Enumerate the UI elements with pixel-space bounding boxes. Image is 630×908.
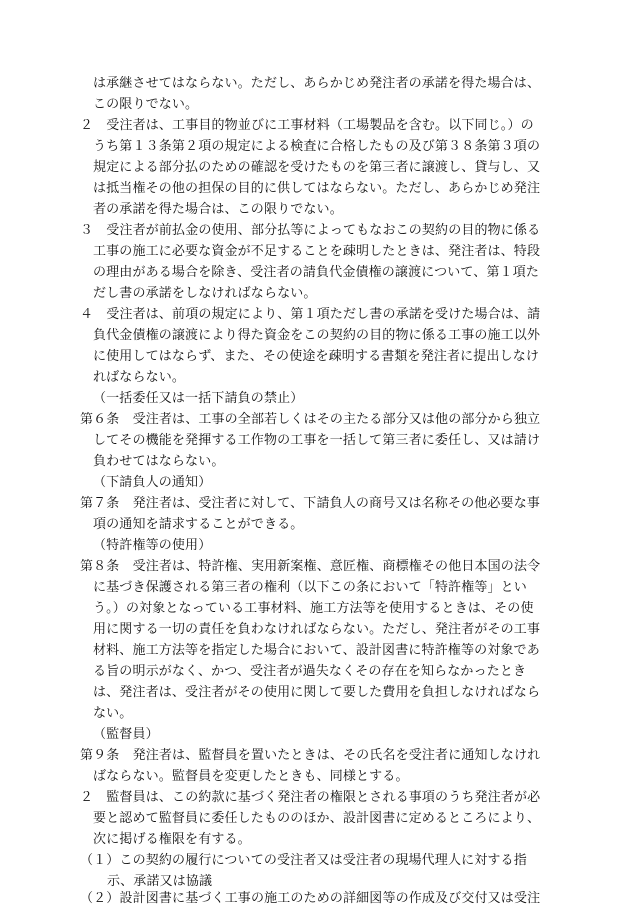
list-item: （２）設計図書に基づく工事の施工のための詳細図等の作成及び交付又は受注 <box>80 891 541 906</box>
text-line: に使用してはならず、また、その使途を疎明する書類を発注者に提出しなけ <box>93 349 540 364</box>
section-heading: （下請負人の通知） <box>93 475 212 490</box>
text-line: ３ 受注者が前払金の使用、部分払等によってもなおこの契約の目的物に係る <box>80 223 541 238</box>
text-line: は、発注者は、受注者がその使用に関して要した費用を負担しなければなら <box>93 685 541 700</box>
text-line: 用に関する一切の責任を負わなければならない。ただし、発注者がその工事 <box>93 622 541 637</box>
text-line: う。）の対象となっている工事材料、施工方法等を使用するときは、その使 <box>93 601 534 616</box>
text-line: 材料、施工方法等を指定した場合において、設計図書に特許権等の対象であ <box>93 643 540 658</box>
text-line: ４ 受注者は、前項の規定により、第１項ただし書の承諾を受けた場合は、請 <box>80 307 541 322</box>
text-line: 第８条 受注者は、特許権、実用新案権、意匠権、商標権その他日本国の法令 <box>80 559 541 574</box>
text-line: 項の通知を請求することができる。 <box>93 517 304 532</box>
text-line: 示、承諾又は協議 <box>107 874 213 889</box>
text-line: 規定による部分払のための確認を受けたものを第三者に譲渡し、貸与し、又 <box>93 160 541 175</box>
text-line: この限りでない。 <box>93 97 199 112</box>
text-line: ２ 受注者は、工事目的物並びに工事材料（工場製品を含む。以下同じ。）の <box>80 118 534 133</box>
text-line: の理由がある場合を除き、受注者の請負代金債権の譲渡について、第１項た <box>93 265 540 280</box>
text-line: に基づき保護される第三者の権利（以下この条において「特許権等」とい <box>93 580 527 595</box>
text-line: 工事の施工に必要な資金が不足することを疎明したときは、発注者は、特段 <box>93 244 541 259</box>
text-line: 負わせてはならない。 <box>93 454 225 469</box>
text-line: 者の承諾を得た場合は、この限りでない。 <box>93 202 343 217</box>
text-line: うち第１３条第２項の規定による検査に合格したもの及び第３８条第３項の <box>93 139 541 154</box>
text-line: は抵当権その他の担保の目的に供してはならない。ただし、あらかじめ発注 <box>93 181 541 196</box>
text-line: ばならない。監督員を変更したときも、同様とする。 <box>93 769 409 784</box>
text-line: 次に掲げる権限を有する。 <box>93 832 251 847</box>
text-line: は承継させてはならない。ただし、あらかじめ発注者の承諾を得た場合は、 <box>93 76 541 91</box>
text-line: ればならない。 <box>93 370 186 385</box>
text-line: 第６条 受注者は、工事の全部若しくはその主たる部分又は他の部分から独立 <box>80 412 541 427</box>
text-line: る旨の明示がなく、かつ、受注者が過失なくその存在を知らなかったとき <box>93 664 527 679</box>
section-heading: （監督員） <box>93 727 159 742</box>
text-line: 要と認めて監督員に委任したもののほか、設計図書に定めるところにより、 <box>93 811 541 826</box>
text-line: 負代金債権の譲渡により得た資金をこの契約の目的物に係る工事の施工以外 <box>93 328 541 343</box>
list-item: （１）この契約の履行についての受注者又は受注者の現場代理人に対する指 <box>80 853 527 868</box>
text-line: ２ 監督員は、この約款に基づく発注者の権限とされる事項のうち発注者が必 <box>80 790 541 805</box>
text-line: ない。 <box>93 706 133 721</box>
section-heading: （一括委任又は一括下請負の禁止） <box>93 391 304 406</box>
text-line: だし書の承諾をしなければならない。 <box>93 286 317 301</box>
text-line: 第７条 発注者は、受注者に対して、下請負人の商号又は名称その他必要な事 <box>80 496 540 511</box>
text-line: してその機能を発揮する工作物の工事を一括して第三者に委任し、又は請け <box>93 433 541 448</box>
text-line: 第９条 発注者は、監督員を置いたときは、その氏名を受注者に通知しなけれ <box>80 748 541 763</box>
section-heading: （特許権等の使用） <box>93 538 212 553</box>
